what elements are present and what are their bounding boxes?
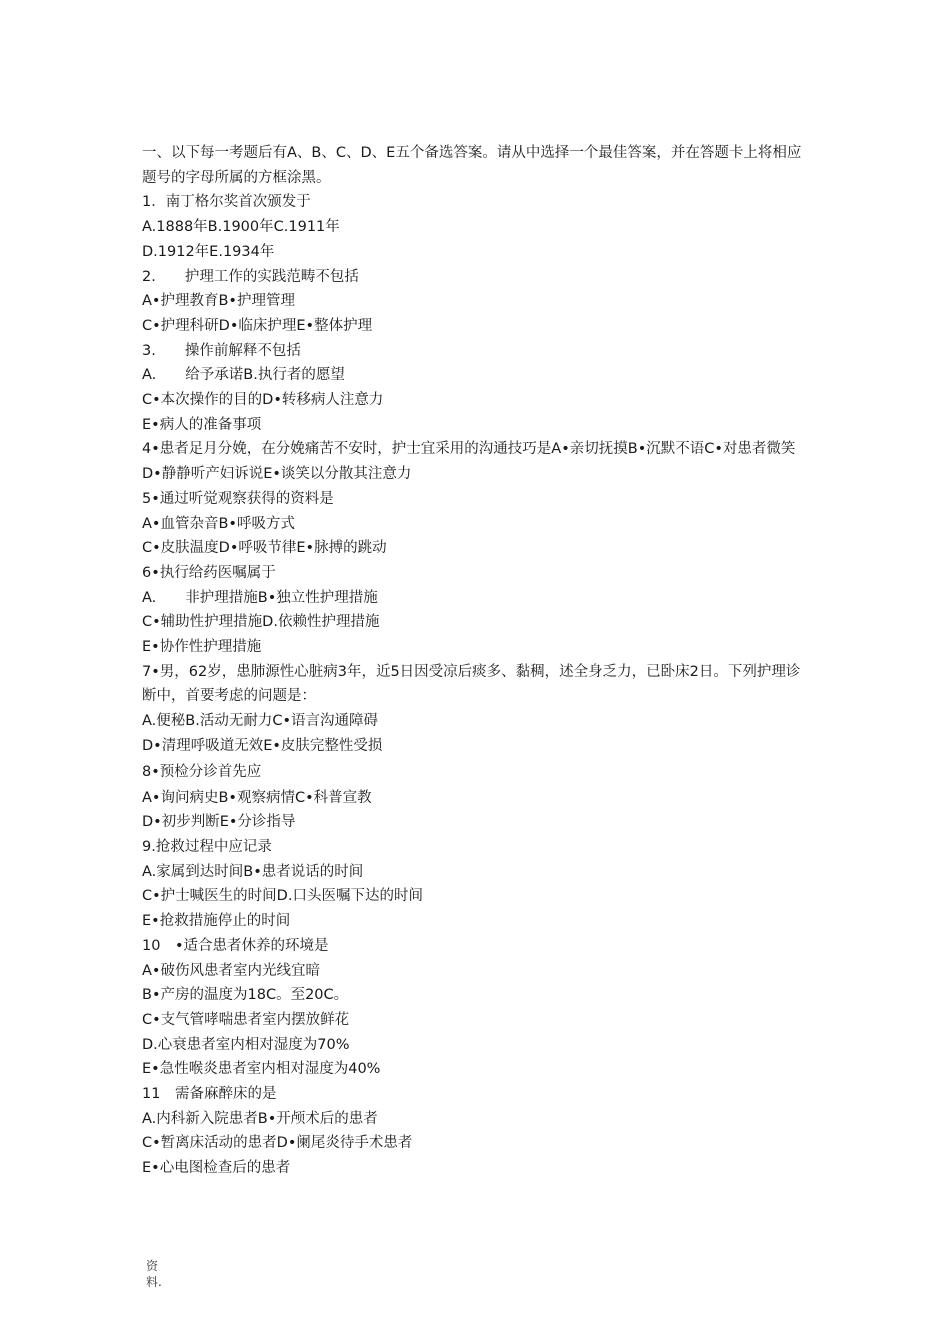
question-9-options-b: C•护士喊医生的时间D.口头医嘱下达的时间 [142,888,423,905]
document-body [142,141,814,1181]
question-10-option-e: E•急性喉炎患者室内相对湿度为40% [142,1061,381,1078]
question-1-options-b: D.1912年E.1934年 [142,243,275,260]
question-11: 11 需备麻醉床的是 [142,1086,277,1103]
question-6-options-c: E•协作性护理措施 [142,639,262,656]
page-footer [146,1258,162,1290]
question-2-options-b: C•护理科研D•临床护理E•整体护理 [142,317,373,334]
section-instruction: 一、以下每一考题后有A、B、C、D、E五个备选答案。请从中选择一个最佳答案，并在答题卡上将相应题号的字母所属的方框涂黑。 [142,145,802,186]
question-8: 8•预检分诊首先应 [142,763,262,780]
question-1-options-a: A.1888年B.1900年C.1911年 [142,219,340,236]
question-8-options-a: A•询问病史B•观察病情C•科普宣教 [142,789,372,806]
question-2-options-a: A•护理教育B•护理管理 [142,293,295,310]
question-1: 1．南丁格尔奖首次颁发于 [142,194,311,211]
question-8-options-b: D•初步判断E•分诊指导 [142,814,296,831]
question-9-options-a: A.家属到达时间B•患者说话的时间 [142,863,364,880]
question-6: 6•执行给药医嘱属于 [142,564,276,581]
question-11-options-b: C•暂离床活动的患者D•阑尾炎待手术患者 [142,1135,413,1152]
question-7: 7•男，62岁，患肺源性心脏病3年，近5日因受凉后痰多、黏稠，述全身乏力，已卧床2日。下列护理诊断中，首要考虑的问题是： [142,663,801,705]
question-3: 3. 操作前解释不包括 [142,342,301,359]
question-2: 2. 护理工作的实践范畴不包括 [142,268,359,285]
question-11-options-c: E•心电图检查后的患者 [142,1160,291,1177]
question-7-options-b: D•清理呼吸道无效E•皮肤完整性受损 [142,737,383,754]
question-3-options-b: C•本次操作的目的D•转移病人注意力 [142,392,384,409]
question-3-options-c: E•病人的准备事项 [142,416,262,433]
question-7-options-a: A.便秘B.活动无耐力C•语言沟通障碍 [142,713,379,730]
footer-line-2: 料. [146,1275,162,1289]
question-10-option-a: A•破伤风患者室内光线宜暗 [142,962,320,979]
question-9: 9.抢救过程中应记录 [142,838,272,855]
question-3-options-a: A. 给予承诺B.执行者的愿望 [142,367,345,384]
footer-line-1: 资 [146,1259,159,1273]
question-6-options-a: A. 非护理措施B•独立性护理措施 [142,589,378,606]
question-4: 4•患者足月分娩，在分娩痛苦不安时，护士宜采用的沟通技巧是A•亲切抚摸B•沉默不语C•对患者微笑 [142,441,796,458]
question-5: 5•通过听觉观察获得的资料是 [142,490,334,507]
question-10: 10 •适合患者休养的环境是 [142,937,329,954]
question-9-options-c: E•抢救措施停止的时间 [142,913,291,930]
question-4-options: D•静静听产妇诉说E•谈笑以分散其注意力 [142,466,412,483]
question-5-options-a: A•血管杂音B•呼吸方式 [142,515,295,532]
question-10-option-d: D.心衰患者室内相对湿度为70% [142,1036,350,1053]
question-10-option-c: C•支气管哮喘患者室内摆放鲜花 [142,1011,350,1028]
question-5-options-b: C•皮肤温度D•呼吸节律E•脉搏的跳动 [142,540,387,557]
question-6-options-b: C•辅助性护理措施D.依赖性护理措施 [142,614,380,631]
question-11-options-a: A.内科新入院患者B•开颅术后的患者 [142,1110,378,1127]
question-10-option-b: B•产房的温度为18C。至20C。 [142,987,349,1004]
